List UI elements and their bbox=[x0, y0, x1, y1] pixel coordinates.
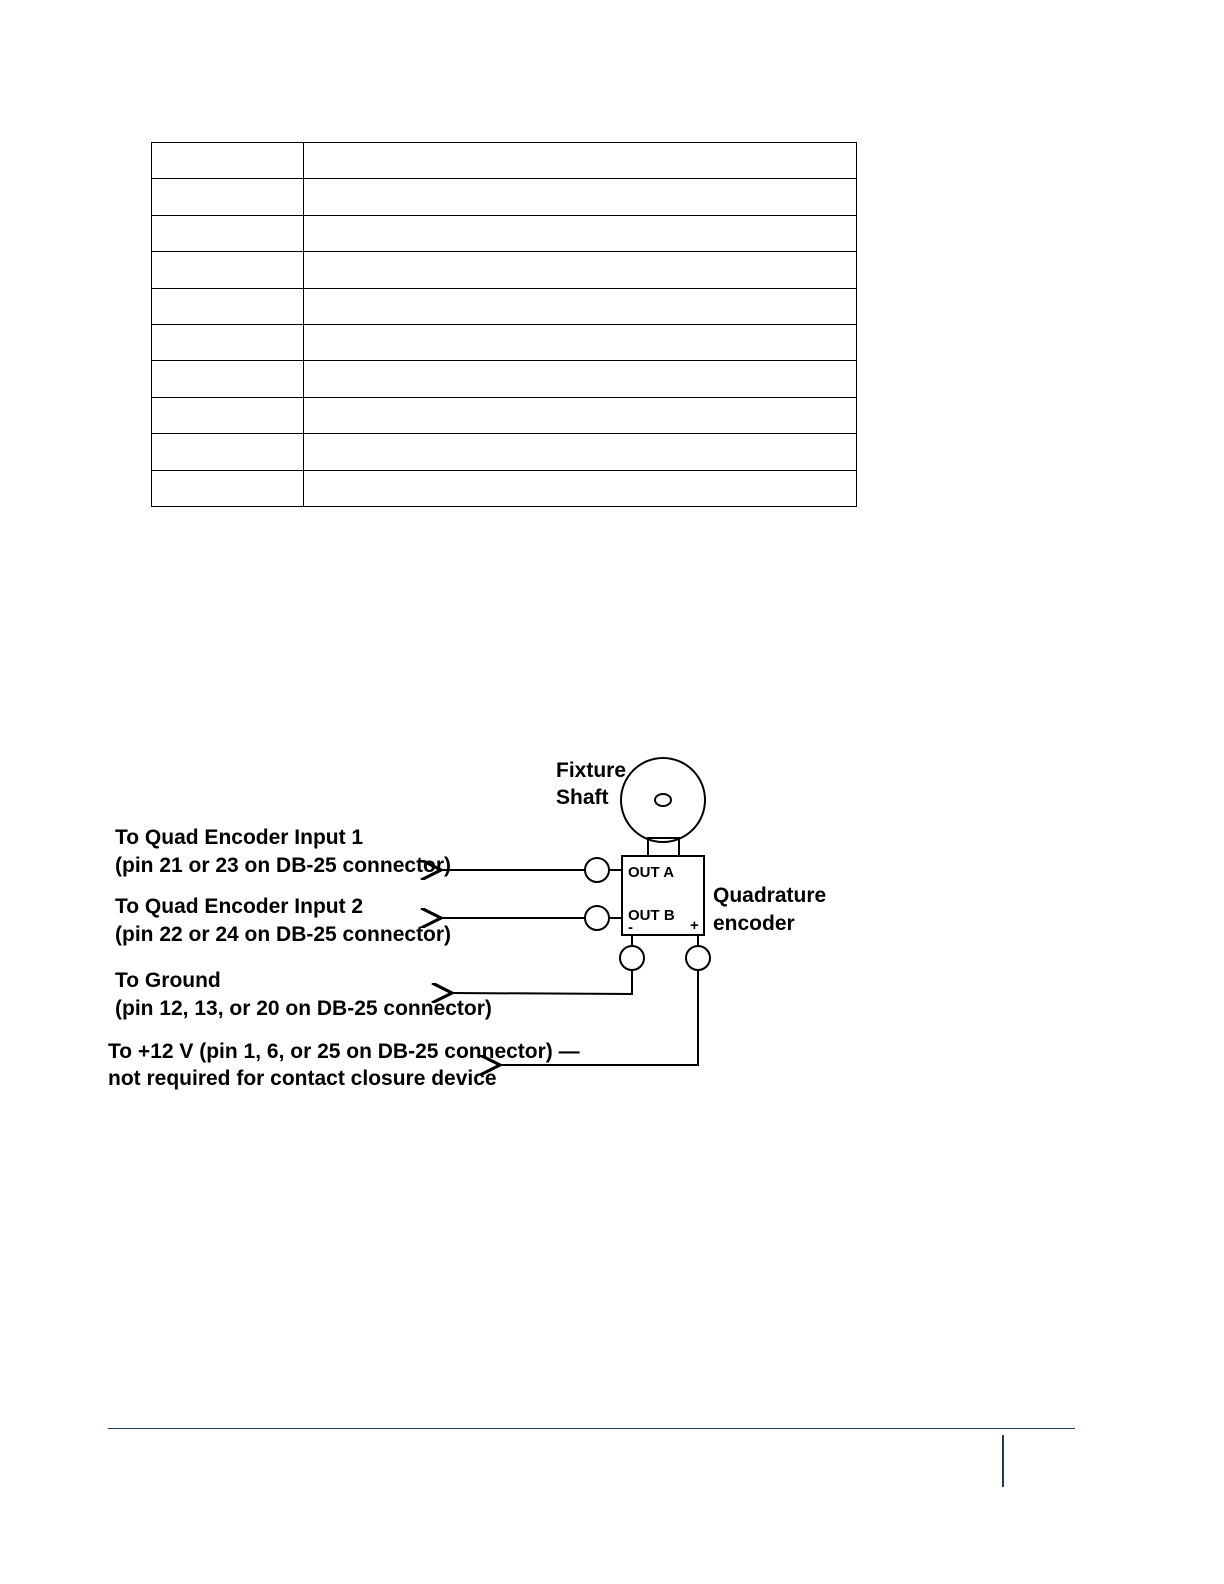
table-cell bbox=[152, 324, 304, 360]
terminal-out-a bbox=[585, 858, 609, 882]
input-1-label: (pin 21 or 23 on DB-25 connector) bbox=[115, 854, 452, 877]
table-cell bbox=[152, 215, 304, 251]
table-row bbox=[152, 179, 857, 215]
table-cell bbox=[304, 215, 857, 251]
table-cell bbox=[304, 143, 857, 179]
table-cell bbox=[152, 397, 304, 433]
table-cell bbox=[304, 434, 857, 470]
fixture-shaft-disc bbox=[621, 758, 705, 842]
ground-label: To Ground bbox=[115, 969, 221, 992]
power-label: To +12 V (pin 1, 6, or 25 on DB-25 connector) — bbox=[108, 1040, 580, 1063]
pin-table bbox=[151, 142, 857, 507]
fixture-shaft-label: Shaft bbox=[556, 786, 609, 809]
out-a-label: OUT A bbox=[628, 864, 675, 881]
footer-rule bbox=[108, 1428, 1075, 1429]
table-cell bbox=[304, 324, 857, 360]
minus-terminal-label: - bbox=[628, 919, 633, 936]
fixture-shaft-label: Fixture bbox=[556, 759, 627, 782]
power-label: not required for contact closure device bbox=[108, 1067, 497, 1090]
table-row bbox=[152, 252, 857, 288]
terminal-out-b bbox=[585, 906, 609, 930]
table-row bbox=[152, 143, 857, 179]
input-2-label: (pin 22 or 24 on DB-25 connector) bbox=[115, 923, 452, 946]
table-row bbox=[152, 361, 857, 397]
table-cell bbox=[304, 288, 857, 324]
table-cell bbox=[304, 470, 857, 506]
encoder-wiring-diagram bbox=[0, 740, 1224, 1110]
footer-divider bbox=[1002, 1435, 1004, 1487]
shaft-hole bbox=[655, 794, 671, 806]
table-row bbox=[152, 288, 857, 324]
table-cell bbox=[152, 288, 304, 324]
table-cell bbox=[304, 179, 857, 215]
table-cell bbox=[152, 470, 304, 506]
table-row bbox=[152, 397, 857, 433]
table-cell bbox=[304, 361, 857, 397]
out-b-label: OUT B bbox=[628, 907, 675, 924]
encoder-label: Quadrature bbox=[713, 884, 827, 907]
terminal-plus bbox=[686, 946, 710, 970]
table-cell bbox=[152, 361, 304, 397]
table-cell bbox=[304, 397, 857, 433]
table-cell bbox=[152, 434, 304, 470]
input-2-label: To Quad Encoder Input 2 bbox=[115, 895, 364, 918]
wire-ground bbox=[452, 970, 632, 994]
table-row bbox=[152, 434, 857, 470]
table-cell bbox=[304, 252, 857, 288]
table-cell bbox=[152, 252, 304, 288]
table-cell bbox=[152, 179, 304, 215]
table-row bbox=[152, 324, 857, 360]
input-1-label: To Quad Encoder Input 1 bbox=[115, 826, 364, 849]
encoder-label: encoder bbox=[713, 912, 795, 935]
ground-label: (pin 12, 13, or 20 on DB-25 connector) bbox=[115, 997, 492, 1020]
table-cell bbox=[152, 143, 304, 179]
plus-terminal-label: + bbox=[690, 917, 699, 934]
table-row bbox=[152, 470, 857, 506]
table-row bbox=[152, 215, 857, 251]
terminal-minus bbox=[620, 946, 644, 970]
